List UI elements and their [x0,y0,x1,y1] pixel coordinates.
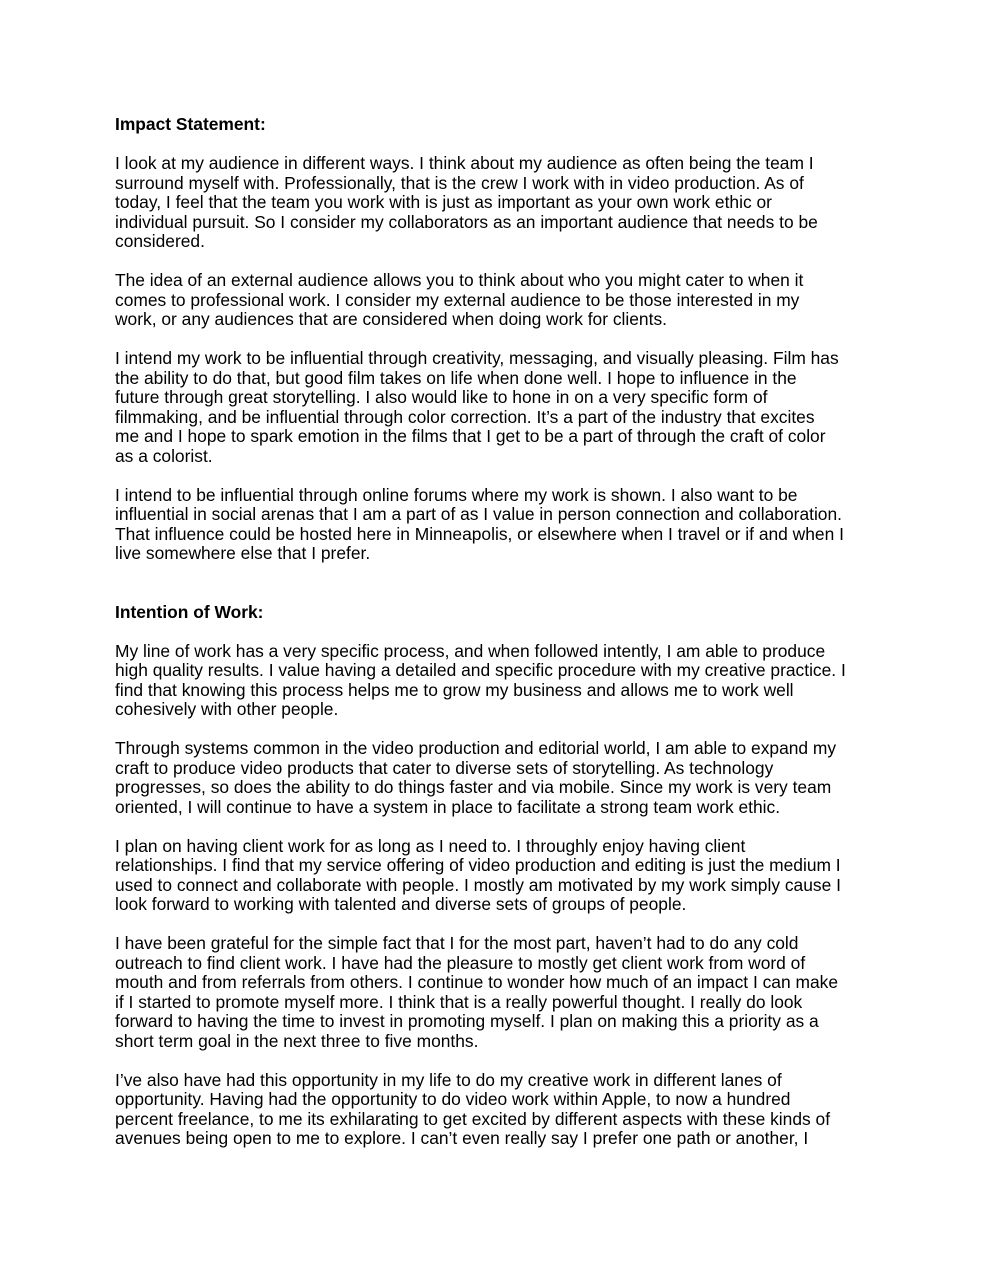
paragraph: I intend to be influential through online forums where my work is shown. I also want to be influential in social arenas that I am a part of as I value in person connection and collaboration. That influence could be hosted here in Minneapolis, or elsewhere when I travel or if and when I live somewhere else that I prefer. [115,484,844,563]
document-page [115,115,885,1149]
paragraph: My line of work has a very specific process, and when followed intently, I am able to produce high quality results. I value having a detailed and specific procedure with my creative practice. I find that knowing this process helps me to grow my business and allows me to work well cohesively with other people. [115,640,846,719]
paragraph: The idea of an external audience allows you to think about who you might cater to when it comes to professional work. I consider my external audience to be those interested in my work, or any audiences that are considered when doing work for clients. [115,270,804,329]
paragraph: Through systems common in the video production and editorial world, I am able to expand my craft to produce video products that cater to diverse sets of storytelling. As technology progresses, so does the ability to do things faster and via mobile. Since my work is very team oriented, I will continue to have a system in place to facilitate a strong team work ethic. [115,738,837,817]
section-heading-impact-statement: Impact Statement: [115,114,266,134]
paragraph: I’ve also have had this opportunity in my life to do my creative work in different lanes of opportunity. Having had the opportunity to do video work within Apple, to now a hundred percent freelance, to me its exhilarating to get excited by different aspects with these kinds of avenues being open to me to explore. I can’t even really say I prefer one path or another, I [115,1069,831,1148]
paragraph: I plan on having client work for as long as I need to. I throughly enjoy having client relationships. I find that my service offering of video production and editing is just the medium I used to connect and collaborate with people. I mostly am motivated by my work simply cause I look forward to working with talented and diverse sets of groups of people. [115,835,841,914]
paragraph: I have been grateful for the simple fact that I for the most part, haven’t had to do any cold outreach to find client work. I have had the pleasure to mostly get client work from word of mouth and from referrals from others. I continue to wonder how much of an impact I can make if I started to promote myself more. I think that is a really powerful thought. I really do look forward to having the time to invest in promoting myself. I plan on making this a priority as a short term goal in the next three to five months. [115,933,839,1051]
paragraph: I intend my work to be influential through creativity, messaging, and visually pleasing. Film has the ability to do that, but good film takes on life when done well. I hope to influence in the future through great storytelling. I also would like to hone in on a very specific form of filmmaking, and be influential through color correction. It’s a part of the industry that excites me and I hope to spark emotion in the films that I get to be a part of through the craft of color as a colorist. [115,348,839,466]
paragraph: I look at my audience in different ways. I think about my audience as often being the team I surround myself with. Professionally, that is the crew I work with in video production. As of today, I feel that the team you work with is just as important as your own work ethic or individual pursuit. So I consider my collaborators as an important audience that needs to be considered. [115,153,818,251]
section-heading-intention-of-work: Intention of Work: [115,601,264,622]
